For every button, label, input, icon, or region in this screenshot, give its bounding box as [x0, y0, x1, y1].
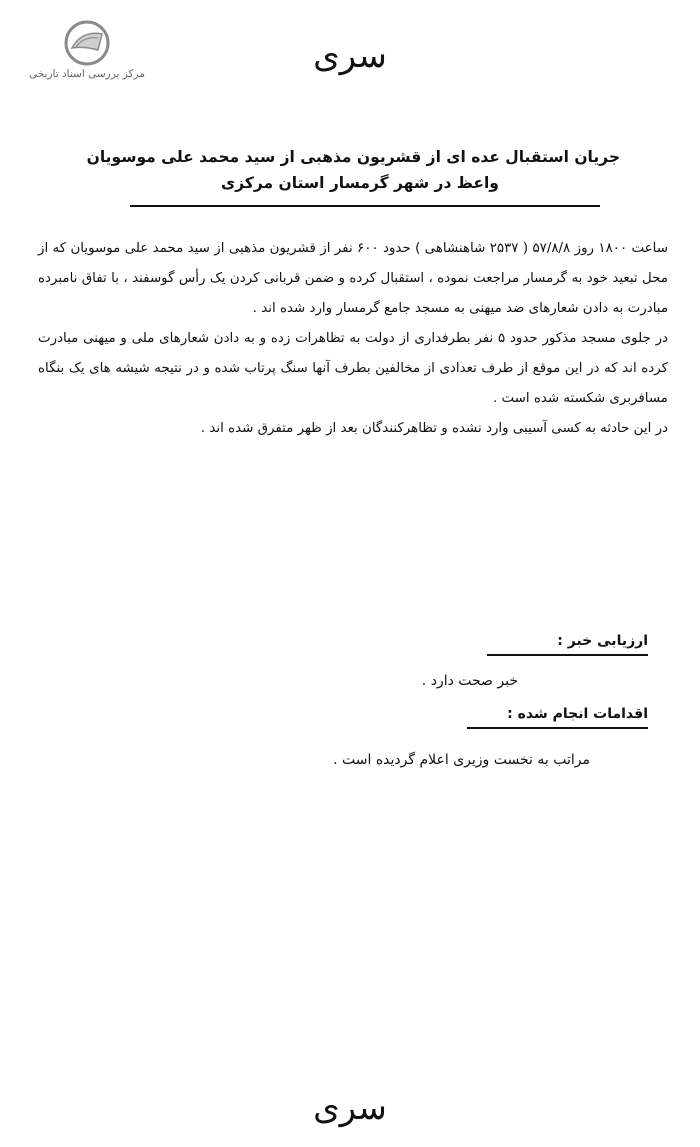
classification-top: سری — [313, 36, 387, 76]
archive-org-name: مرکز بررسی اسناد تاریخی — [29, 68, 145, 80]
actions-taken-value: مراتب به نخست وزیری اعلام گردیده است . — [333, 752, 590, 768]
assessment-value: خبر صحت دارد . — [421, 673, 518, 690]
assessment-label: ارزیابی خبر : — [487, 630, 648, 656]
document-body — [38, 234, 668, 444]
body-paragraph: ساعت ۱۸۰۰ روز ۵۷/۸/۸ ( ۲۵۳۷ شاهنشاهی ) حدود ۶۰۰ نفر از قشریون مذهبی از سید محمد علی موسویان که از محل تبعید خود به گرمسار مراجعت نموده ، استقبال کرده و ضمن قربانی کردن یک رأس گوسفند ، با تفاق نامبرده مبادرت به دادن شعارهای ضد میهنی به مسجد جامع گرمسار وارد شده اند . — [38, 241, 668, 316]
subject-line-1: جریان استقبال عده ای از قشریون مذهبی از سید محمد علی موسویان — [86, 148, 620, 166]
subject-underline — [130, 205, 600, 207]
body-paragraph: در جلوی مسجد مذکور حدود ۵ نفر بطرفداری از دولت به تظاهرات زده و به دادن شعارهای ملی و میهنی مبادرت کرده اند که در این موقع از طرف تعدادی از مخالفین بطرف آنها سنگ پرتاب شده و در نتیجه شیشه های یک بنگاه مسافربری شکسته شده است . — [38, 331, 668, 406]
document-subject — [86, 144, 620, 197]
subject-line-2: واعظ در شهر گرمسار استان مرکزی — [221, 174, 499, 193]
assessment-section — [228, 630, 648, 729]
classification-bottom: سری — [313, 1088, 387, 1128]
actions-taken-label: اقدامات انجام شده : — [467, 703, 648, 729]
body-paragraph: در این حادثه به کسی آسیبی وارد نشده و تظاهرکنندگان بعد از ظهر متفرق شده اند . — [200, 421, 668, 436]
